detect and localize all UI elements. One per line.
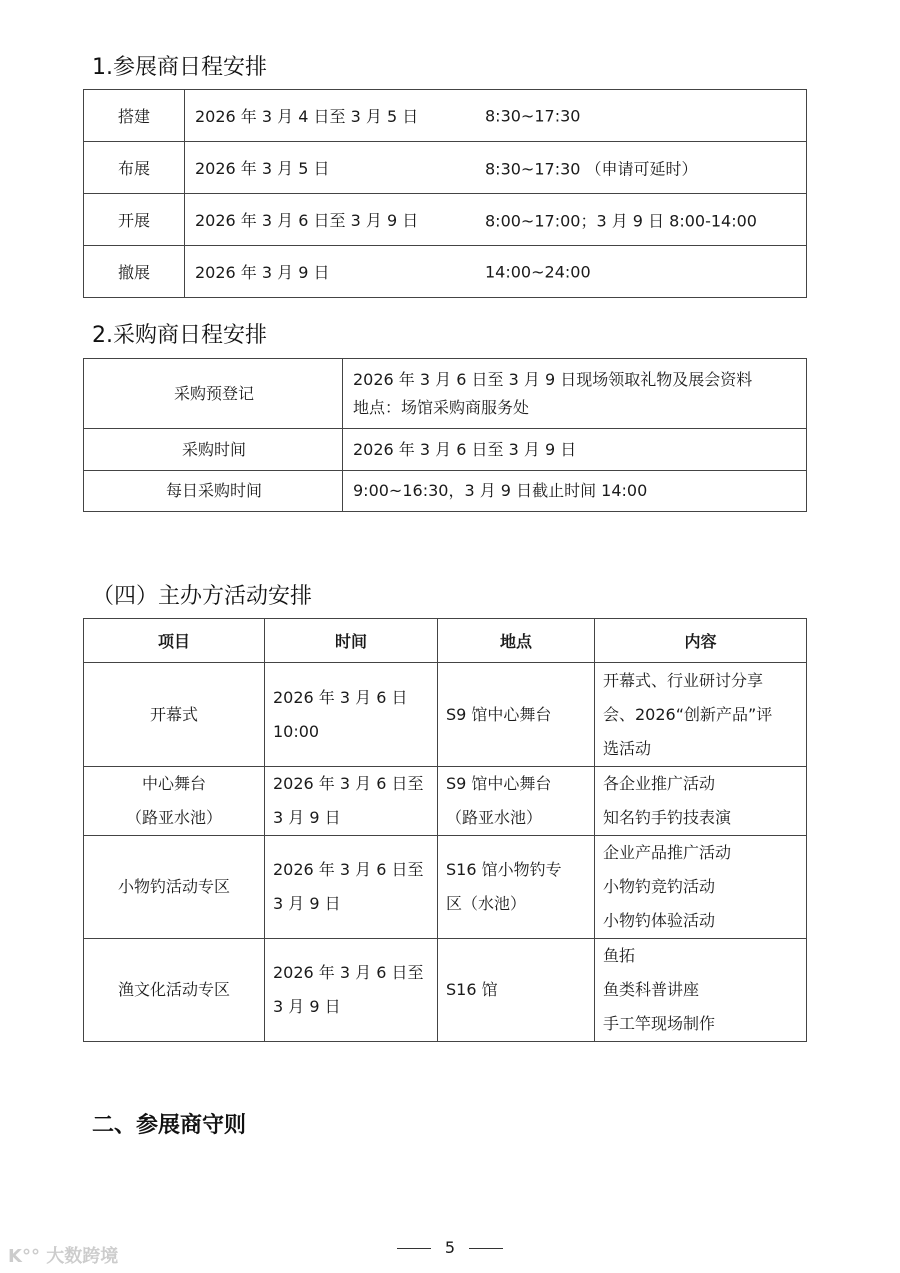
cell-line: 区（水池） (446, 894, 527, 913)
cell-line: S16 馆 (446, 980, 498, 999)
place-cell (438, 767, 595, 836)
time-cell (265, 939, 438, 1042)
cell-line: （路亚水池） (446, 808, 543, 827)
cell-line: 10:00 (273, 721, 320, 741)
place-cell (438, 663, 595, 767)
time-cell (265, 663, 438, 767)
watermark-text: 大数跨境 (46, 1246, 119, 1267)
table-row (84, 194, 807, 246)
content-cell (595, 836, 807, 939)
activities-table (83, 618, 807, 1042)
item-cell: 采购预登记 (84, 359, 343, 429)
table-row (84, 429, 807, 471)
cell-line: 鱼拓 (603, 946, 636, 965)
cell-line: 2026 年 3 月 6 日至 3 月 9 日 (353, 439, 577, 459)
stage-cell: 撤展 (84, 246, 185, 298)
stage-cell: 布展 (84, 142, 185, 194)
exhibitor-schedule-heading: 1.参展商日程安排 (92, 55, 267, 80)
page-number: 5 (444, 1238, 456, 1257)
cell-line: 地点：场馆采购商服务处 (353, 397, 530, 417)
stage-cell: 开展 (84, 194, 185, 246)
detail-cell (343, 359, 807, 429)
date-text: 2026 年 3 月 6 日至 3 月 9 日 (195, 211, 419, 230)
table-row (84, 939, 807, 1042)
cell-line: 鱼类科普讲座 (603, 980, 700, 999)
detail-cell (343, 429, 807, 471)
table-row (84, 246, 807, 298)
item-cell: 每日采购时间 (84, 471, 343, 512)
table-row (84, 663, 807, 767)
content-cell (595, 939, 807, 1042)
table-row (84, 359, 807, 429)
cell-line: 企业产品推广活动 (603, 843, 732, 862)
stage-cell: 搭建 (84, 90, 185, 142)
buyer-schedule-table (83, 358, 807, 512)
table-row (84, 767, 807, 836)
cell-line: 开幕式、行业研讨分享 (603, 670, 764, 690)
cell-line: 小物钓竞钓活动 (603, 877, 716, 896)
item-cell (84, 836, 265, 939)
cell-line: 3 月 9 日 (273, 808, 341, 827)
table-row (84, 471, 807, 512)
header-time: 时间 (265, 619, 438, 663)
cell-line: 选活动 (603, 738, 652, 758)
cell-line: S9 馆中心舞台 (446, 774, 552, 793)
watermark-logo: K°° 大数跨境 (8, 1246, 119, 1267)
table-row (84, 836, 807, 939)
time-cell (265, 836, 438, 939)
cell-line: 2026 年 3 月 6 日至 (273, 860, 424, 879)
time-text: 8:30~17:30 （申请可延时） (485, 159, 698, 178)
time-text: 14:00~24:00 (485, 262, 591, 281)
header-place: 地点 (438, 619, 595, 663)
date-text: 2026 年 3 月 4 日至 3 月 5 日 (195, 107, 419, 126)
exhibitor-rules-heading: 二、参展商守则 (92, 1113, 247, 1138)
cell-line: S16 馆小物钓专 (446, 860, 562, 879)
date-text: 2026 年 3 月 9 日 (195, 263, 330, 282)
cell-line: 手工竿现场制作 (603, 1014, 716, 1033)
exhibitor-schedule-table (83, 89, 807, 298)
cell-line: 各企业推广活动 (603, 774, 716, 793)
cell-line: 2026 年 3 月 6 日至 3 月 9 日现场领取礼物及展会资料 (353, 369, 753, 389)
date-time-cell (185, 246, 807, 298)
header-content: 内容 (595, 619, 807, 663)
place-cell (438, 836, 595, 939)
cell-line: 渔文化活动专区 (117, 980, 230, 999)
table-row (84, 90, 807, 142)
cell-line: 会、2026“创新产品”评 (603, 704, 773, 724)
content-cell (595, 663, 807, 767)
date-time-cell (185, 142, 807, 194)
date-time-cell (185, 90, 807, 142)
time-text: 8:00~17:00；3 月 9 日 8:00-14:00 (485, 211, 757, 230)
time-cell (265, 767, 438, 836)
cell-line: 小物钓体验活动 (603, 911, 716, 930)
cell-line: S9 馆中心舞台 (446, 704, 552, 724)
activities-heading: （四）主办方活动安排 (92, 584, 313, 609)
cell-line: 开幕式 (149, 704, 198, 724)
item-cell (84, 767, 265, 836)
item-cell (84, 939, 265, 1042)
cell-line: 2026 年 3 月 6 日 (273, 687, 408, 707)
cell-line: （路亚水池） (125, 808, 222, 827)
table-row (84, 142, 807, 194)
item-cell: 采购时间 (84, 429, 343, 471)
cell-line: 2026 年 3 月 6 日至 (273, 963, 424, 982)
date-text: 2026 年 3 月 5 日 (195, 159, 330, 178)
cell-line: 3 月 9 日 (273, 997, 341, 1016)
page-footer (0, 1238, 900, 1257)
cell-line: 小物钓活动专区 (117, 877, 230, 896)
cell-line: 中心舞台 (141, 774, 206, 793)
time-text: 8:30~17:30 (485, 106, 581, 125)
detail-cell (343, 471, 807, 512)
place-cell (438, 939, 595, 1042)
content-cell (595, 767, 807, 836)
cell-line: 9:00~16:30，3 月 9 日截止时间 14:00 (353, 481, 648, 500)
item-cell (84, 663, 265, 767)
date-time-cell (185, 194, 807, 246)
header-item: 项目 (84, 619, 265, 663)
cell-line: 知名钓手钓技表演 (603, 808, 732, 827)
cell-line: 2026 年 3 月 6 日至 (273, 774, 424, 793)
buyer-schedule-heading: 2.采购商日程安排 (92, 323, 267, 348)
cell-line: 3 月 9 日 (273, 894, 341, 913)
